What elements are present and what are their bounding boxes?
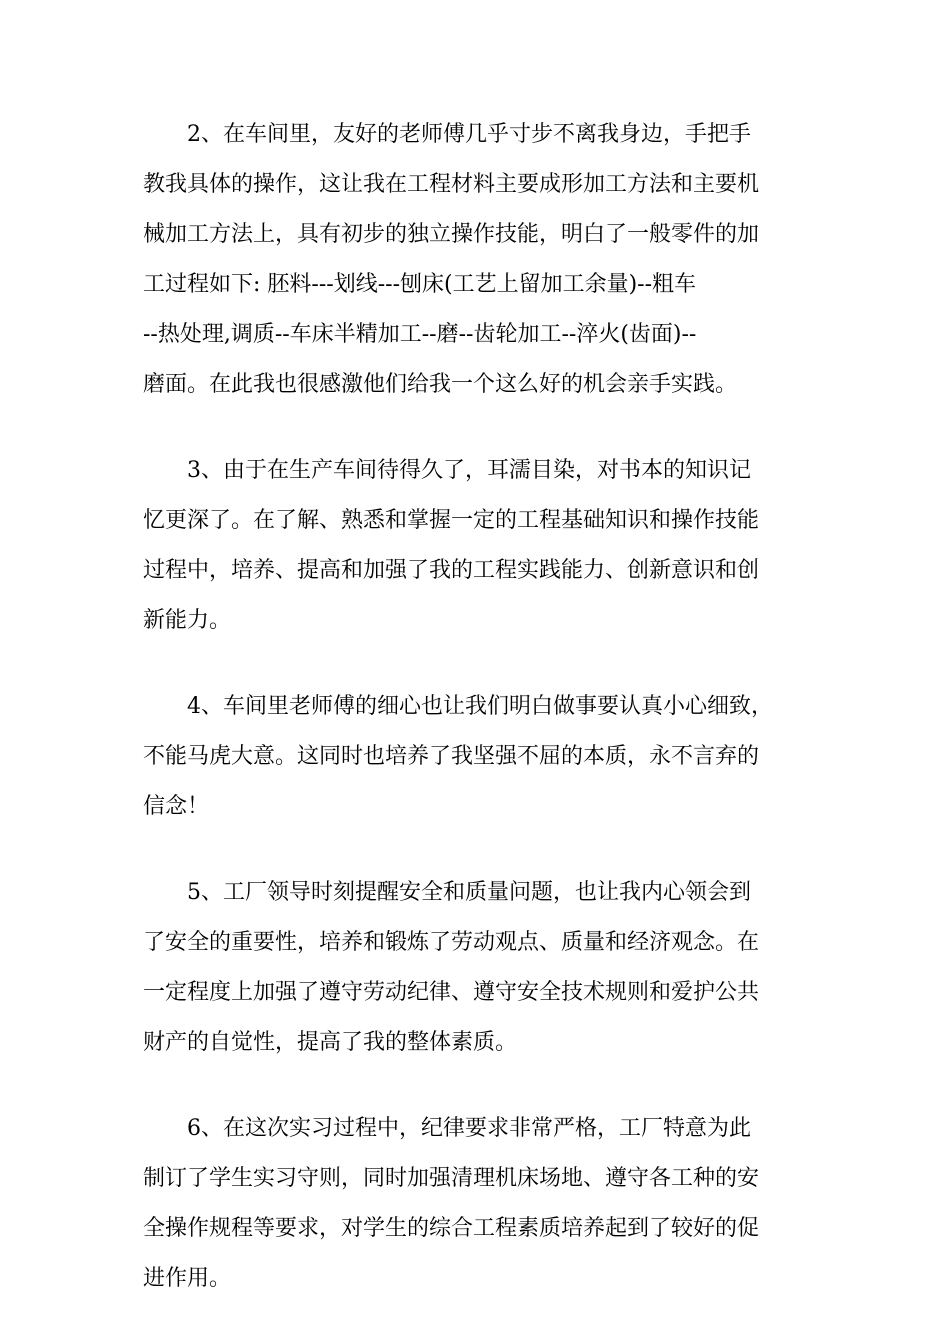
document-page — [143, 110, 808, 1340]
paragraph-line: 2、在车间里，友好的老师傅几乎寸步不离我身边，手把手 — [187, 122, 751, 147]
paragraph-line: 制订了学生实习守则，同时加强清理机床场地、遵守各工种的安 — [143, 1166, 760, 1191]
paragraph-line: 3、由于在生产车间待得久了，耳濡目染，对书本的知识记 — [187, 458, 751, 483]
paragraph-line: 过程中，培养、提高和加强了我的工程实践能力、创新意识和创 — [143, 558, 760, 583]
paragraph-6 — [143, 1104, 808, 1304]
paragraph-line: 4、车间里老师傅的细心也让我们明白做事要认真小心细致， — [187, 694, 773, 719]
paragraph-line: 不能马虎大意。这同时也培养了我坚强不屈的本质，永不言弃的 — [143, 744, 760, 769]
paragraph-line: 教我具体的操作，这让我在工程材料主要成形加工方法和主要机 — [143, 172, 760, 197]
paragraph-line: 财产的自觉性，提高了我的整体素质。 — [143, 1030, 518, 1055]
paragraph-2 — [143, 110, 808, 410]
paragraph-line: 全操作规程等要求，对学生的综合工程素质培养起到了较好的促 — [143, 1216, 760, 1241]
paragraph-line: 了安全的重要性，培养和锻炼了劳动观点、质量和经济观念。在 — [143, 930, 760, 955]
paragraph-line: 信念！ — [143, 794, 210, 819]
paragraph-line: 6、在这次实习过程中，纪律要求非常严格，工厂特意为此 — [187, 1116, 751, 1141]
paragraph-line: --热处理,调质--车床半精加工--磨--齿轮加工--淬火(齿面)-- — [143, 322, 697, 347]
paragraph-line: 磨面。在此我也很感激他们给我一个这么好的机会亲手实践。 — [143, 372, 738, 397]
paragraph-line: 新能力。 — [143, 608, 232, 633]
paragraph-4 — [143, 682, 808, 832]
paragraph-3 — [143, 446, 808, 646]
paragraph-line: 忆更深了。在了解、熟悉和掌握一定的工程基础知识和操作技能 — [143, 508, 760, 533]
paragraph-line: 进作用。 — [143, 1266, 232, 1291]
paragraph-line: 一定程度上加强了遵守劳动纪律、遵守安全技术规则和爱护公共 — [143, 980, 760, 1005]
paragraph-line: 5、工厂领导时刻提醒安全和质量问题，也让我内心领会到 — [187, 880, 751, 905]
paragraph-line: 械加工方法上，具有初步的独立操作技能，明白了一般零件的加 — [143, 222, 760, 247]
paragraph-line: 工过程如下: 胚料---划线---刨床(工艺上留加工余量)--粗车 — [143, 272, 697, 297]
paragraph-5 — [143, 868, 808, 1068]
